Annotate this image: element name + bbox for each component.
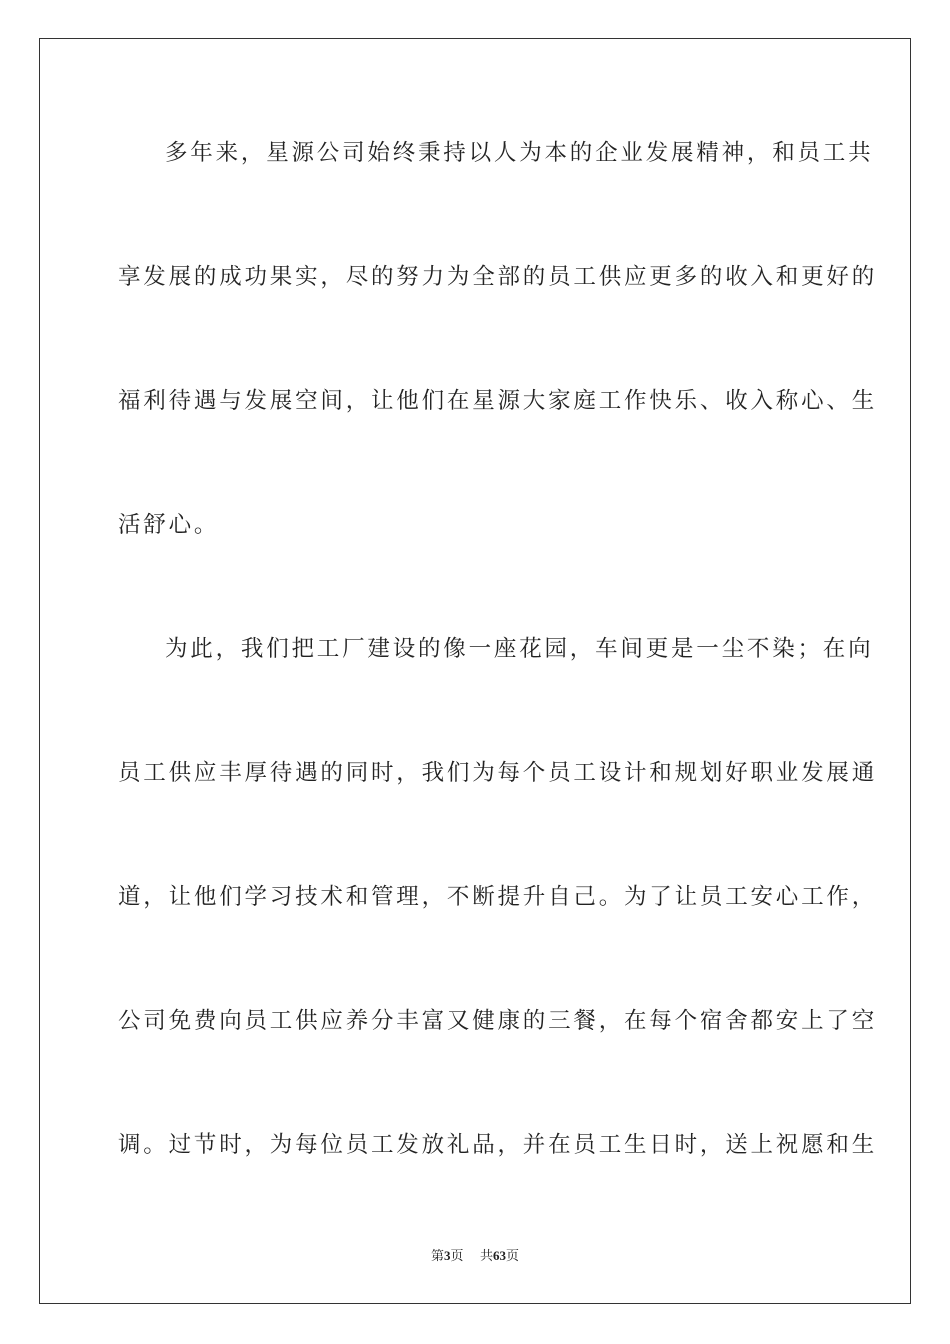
- page-frame: [39, 38, 911, 1304]
- total-pages: 63: [493, 1248, 507, 1263]
- text-line: 调。过节时，为每位员工发放礼品，并在员工生日时，送上祝愿和生: [118, 1132, 878, 1158]
- page-footer: [0, 1247, 950, 1266]
- text-line: 多年来，星源公司始终秉持以人为本的企业发展精神，和员工共: [165, 140, 874, 166]
- text-line: 享发展的成功果实，尽的努力为全部的员工供应更多的收入和更好的: [118, 264, 878, 290]
- text-line: 福利待遇与发展空间，让他们在星源大家庭工作快乐、收入称心、生: [118, 388, 878, 414]
- text-line: 公司免费向员工供应养分丰富又健康的三餐，在每个宿舍都安上了空: [118, 1008, 878, 1034]
- text-line: 活舒心。: [118, 512, 220, 538]
- page-suffix: 页: [450, 1249, 464, 1264]
- total-suffix: 页: [506, 1249, 520, 1264]
- text-line: 道，让他们学习技术和管理，不断提升自己。为了让员工安心工作，: [118, 884, 878, 910]
- text-line: 为此，我们把工厂建设的像一座花园，车间更是一尘不染；在向: [165, 636, 874, 662]
- page-prefix: 第: [430, 1249, 444, 1264]
- page-number: 3: [443, 1248, 451, 1263]
- total-prefix: 共: [480, 1249, 494, 1264]
- text-line: 员工供应丰厚待遇的同时，我们为每个员工设计和规划好职业发展通: [118, 760, 878, 786]
